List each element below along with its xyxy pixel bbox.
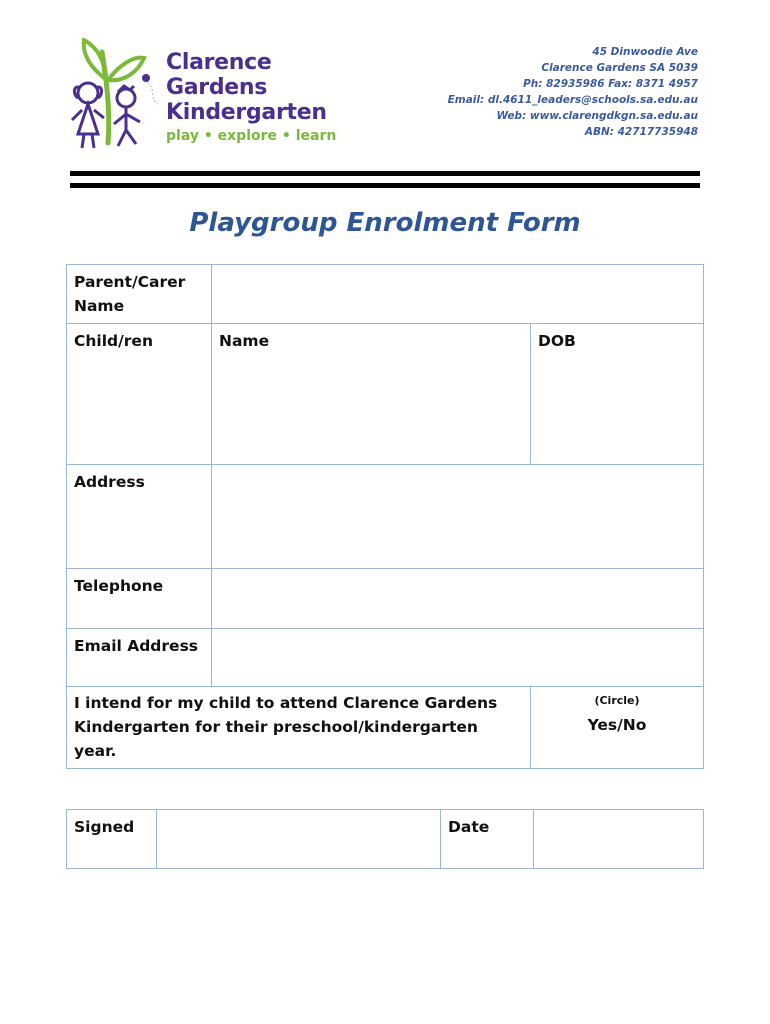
email-field[interactable] — [212, 629, 704, 687]
kindergarten-logo — [68, 38, 338, 153]
logo-wordmark — [166, 50, 336, 146]
contact-address-line-2: Clarence Gardens SA 5039 — [541, 62, 698, 74]
date-field[interactable] — [534, 810, 704, 869]
child-dob-field[interactable] — [531, 324, 704, 465]
form-title: Playgroup Enrolment Form — [189, 208, 581, 238]
date-label: Date — [441, 810, 534, 869]
address-field[interactable] — [212, 465, 704, 569]
signature-row — [67, 810, 704, 869]
logo-name-line-1: Clarence — [166, 50, 272, 75]
logo-tagline: play • explore • learn — [166, 128, 337, 144]
intent-row — [67, 687, 704, 769]
child-name-column-label: Name — [219, 332, 270, 350]
circle-instruction: (Circle) — [594, 694, 640, 707]
telephone-label: Telephone — [67, 569, 212, 629]
children-sprout-icon — [68, 38, 168, 153]
child-name-field[interactable] — [212, 324, 531, 465]
email-row — [67, 629, 704, 687]
enrolment-form-table — [66, 264, 704, 769]
child-dob-column-label: DOB — [538, 332, 576, 350]
contact-details — [448, 44, 698, 140]
telephone-field[interactable] — [212, 569, 704, 629]
parent-row — [67, 265, 704, 324]
logo-name-line-3: Kindergarten — [166, 100, 327, 125]
contact-phone-fax: Ph: 82935986 Fax: 8371 4957 — [523, 78, 698, 90]
parent-name-field[interactable] — [212, 265, 704, 324]
header-divider-top — [70, 171, 700, 176]
children-label: Child/ren — [67, 324, 212, 465]
telephone-row — [67, 569, 704, 629]
children-row — [67, 324, 704, 465]
contact-email[interactable]: Email: dl.4611_leaders@schools.sa.edu.au — [447, 94, 698, 106]
contact-abn: ABN: 42717735948 — [584, 126, 698, 138]
header-divider-bottom — [70, 183, 700, 188]
yes-no-option[interactable]: Yes/No — [587, 716, 647, 734]
address-label: Address — [67, 465, 212, 569]
signature-table — [66, 809, 704, 869]
address-row — [67, 465, 704, 569]
logo-name-line-2: Gardens — [166, 75, 268, 100]
intent-statement: I intend for my child to attend Clarence Gardens Kindergarten for their preschool/kindergarten year. — [67, 687, 531, 769]
parent-label: Parent/Carer Name — [67, 265, 212, 324]
signed-label: Signed — [67, 810, 157, 869]
signature-field[interactable] — [157, 810, 441, 869]
contact-web[interactable]: Web: www.clarengdkgn.sa.edu.au — [496, 110, 698, 122]
contact-address-line-1: 45 Dinwoodie Ave — [592, 46, 698, 58]
email-label: Email Address — [67, 629, 212, 687]
yes-no-choice[interactable] — [531, 687, 704, 769]
